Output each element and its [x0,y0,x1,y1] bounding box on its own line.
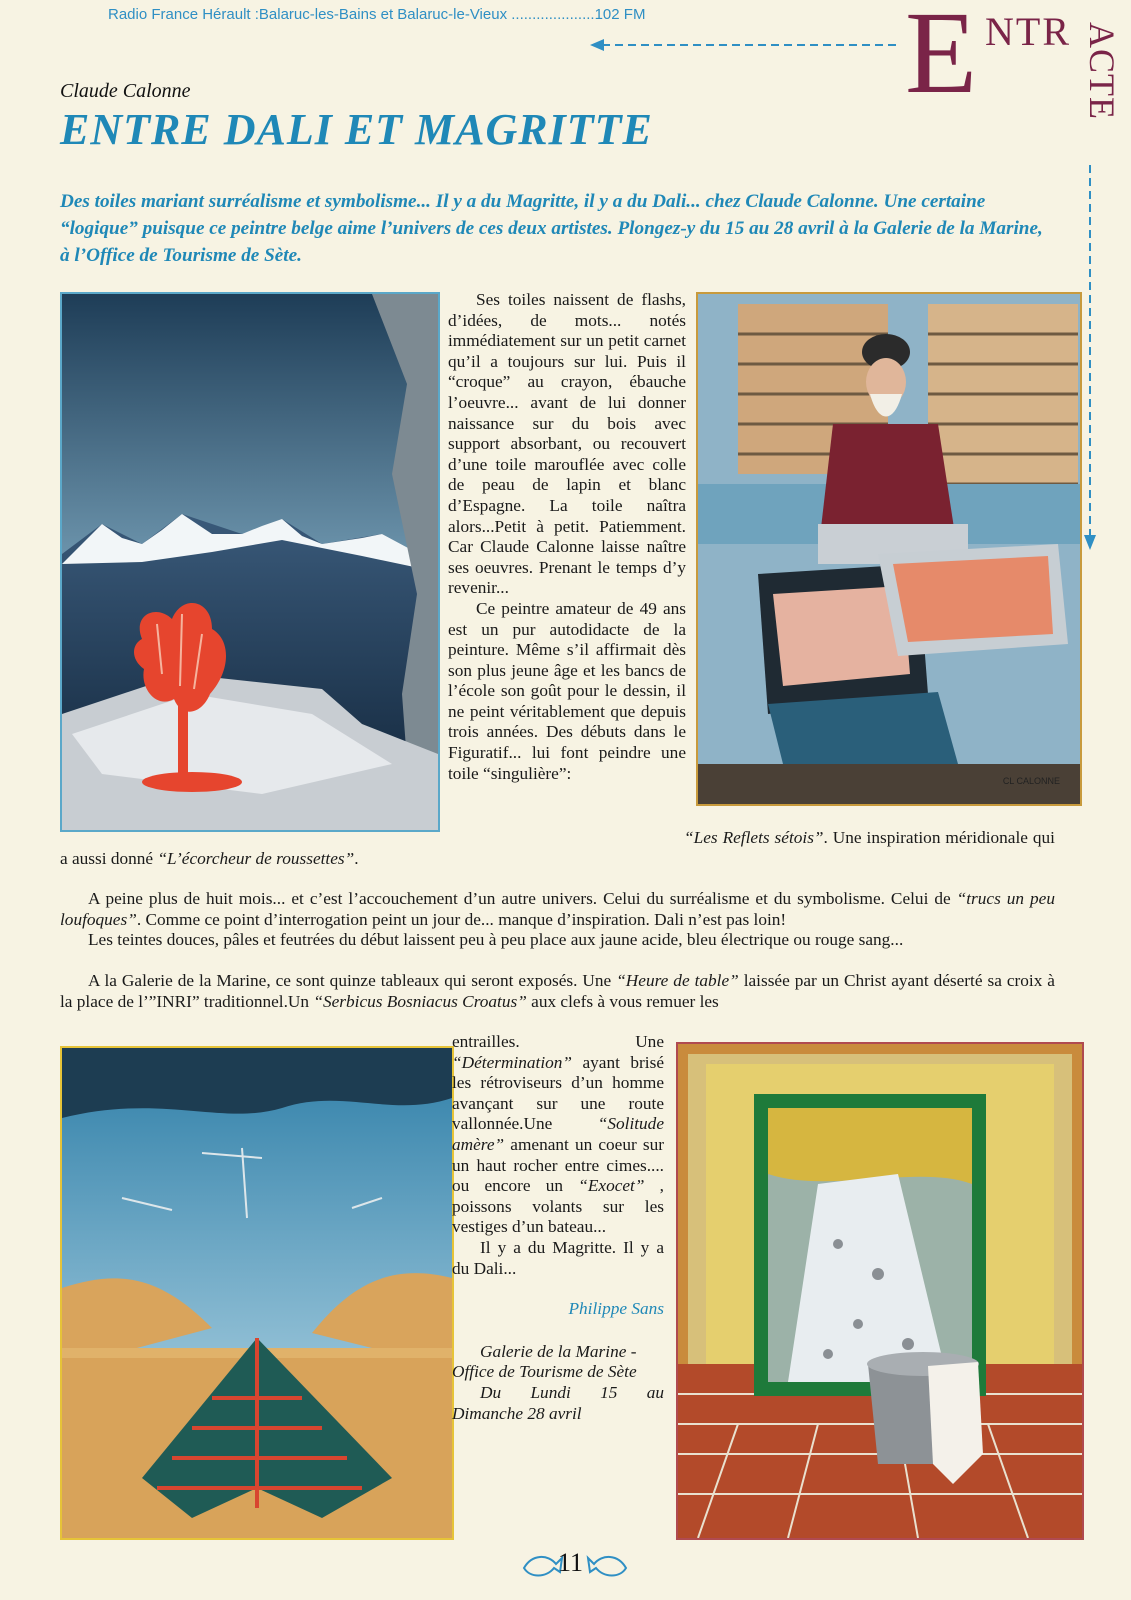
article-paragraph-8: Il y a du Magritte. Il y a du Dali... [452,1237,664,1278]
article-text-fragment: A peine plus de huit mois... et c’est l’accouchement d’un autre univers. Celui du surréalisme et du symbolisme. Celui de [88,889,957,909]
article-text-fragment: . Une inspiration méridionale qui a aussi donné [60,828,1055,868]
article-text-fragment: . [354,848,359,868]
article-lead: Des toiles mariant surréalisme et symbolisme... Il y a du Magritte, il y a du Dali... chez Claude Calonne. Une certaine “logique” puisque ce peintre belge aime l’univers de ces deux artistes. Plongez-y du 15 au 28 avril à la Galerie de la Marine, à l’Office de Tourisme de Sète. [60,191,1043,266]
article-text-fragment: entrailles. Une [452,1032,664,1051]
article-signature: Philippe Sans [568,1299,664,1319]
section-logo-ntr: NTR [985,9,1071,54]
arrow-down-icon [1080,165,1100,550]
article-paragraph-7 [452,1032,664,1238]
title-determination: “Détermination” [452,1052,573,1072]
title-heure-de-table: “Heure de table” [616,970,739,990]
article-text-fragment: . Comme ce point d’interrogation peint un jour de... manque d’inspiration. Dali n’est pas loin! [136,909,787,929]
quote-trucs-loufoques: “trucs un peu loufoques” [60,889,1055,929]
title-les-reflets-setois: “Les Reflets sétois” [684,828,824,847]
section-logo-acte-text: ACTE [1082,22,1122,120]
exhibition-venue: Galerie de la Marine - Office de Tourisme de Sète [452,1341,637,1382]
article-text-fragment: amenant un coeur sur un haut rocher entre cimes.... ou encore un [452,1134,664,1196]
painting-exocet-boat [60,1046,454,1540]
article-column-1 [448,290,686,784]
section-logo-acte [1077,8,1122,138]
page-number-badge [520,1546,630,1586]
article-paragraph-2: Ce peintre amateur de 49 ans est un pur autodidacte de la peinture. Même s’il affirmait dès son plus jeune âge et les bancs de l’école son goût pour le dessin, il ne peint véritablement que depuis trois années. Des débuts dans le Figuratif... lui font peindre une toile “singulière”: [448,598,686,783]
article-paragraph-3 [60,828,1055,869]
article-text-fragment: aux clefs à vous remuer les [526,991,719,1011]
title-solitude-amere: “Solitude amère” [452,1114,664,1154]
article-paragraph-1: Ses toiles naissent de flashs, d’idées, de mots... notés immédiatement sur un petit carnet qu’il a toujours sur lui. Puis il “croque” au crayon, ébauche l’oeuvre... avant de lui donner naissance sur du bois avec support absorbant, ou recouvert d’une toile marouflée avec colle de peau de lapin et blanc d’Espagne. La toile naîtra alors...Petit à petit. Patiemment. Car Claude Calonne laisse naître ses oeuvres. Prenant le temps d’y revenir... [448,290,686,598]
painting-heart-mountain [60,292,440,832]
title-lecorcheur: “L’écorcheur de roussettes” [157,848,355,868]
article-full-width-text [60,828,1055,1012]
article-author: Claude Calonne [60,80,191,102]
article-text-fragment: ayant brisé les rétroviseurs d’un homme avançant sur une route vallonnée.Une [452,1052,664,1134]
title-exocet: “Exocet” [578,1176,645,1196]
arrow-left-icon [590,38,900,52]
article-column-2 [452,1032,664,1424]
article-text-fragment: laissée par un Christ ayant déserté sa croix à la place de l’”INRI” traditionnel.Un [60,970,1055,1011]
article-paragraph-6 [60,971,1055,1012]
radio-header-line: Radio France Hérault :Balaruc-les-Bains et Balaruc-le-Vieux ....................102 FM [108,6,646,23]
article-text-fragment: , poissons volants sur les vestiges d’un bateau... [452,1176,664,1237]
painting-window-stream [676,1042,1084,1540]
exhibition-dates: Du Lundi 15 au Dimanche 28 avril [452,1382,664,1423]
article-paragraph-5: Les teintes douces, pâles et feutrées du début laissent peu à peu place aux jaune acide, bleu électrique ou rouge sang... [88,930,904,950]
page-number: 11 [558,1548,584,1577]
painting-signature: CL CALONNE [1002,776,1060,786]
section-logo-e: E [905,0,978,118]
article-title: ENTRE DALI ET MAGRITTE [60,105,653,154]
article-paragraph-4 [60,889,1055,930]
article-text-fragment: A la Galerie de la Marine, ce sont quinze tableaux qui seront exposés. Une [88,970,617,990]
painting-fishmonger [696,292,1082,806]
title-serbicus: “Serbicus Bosniacus Croatus” [313,991,527,1011]
